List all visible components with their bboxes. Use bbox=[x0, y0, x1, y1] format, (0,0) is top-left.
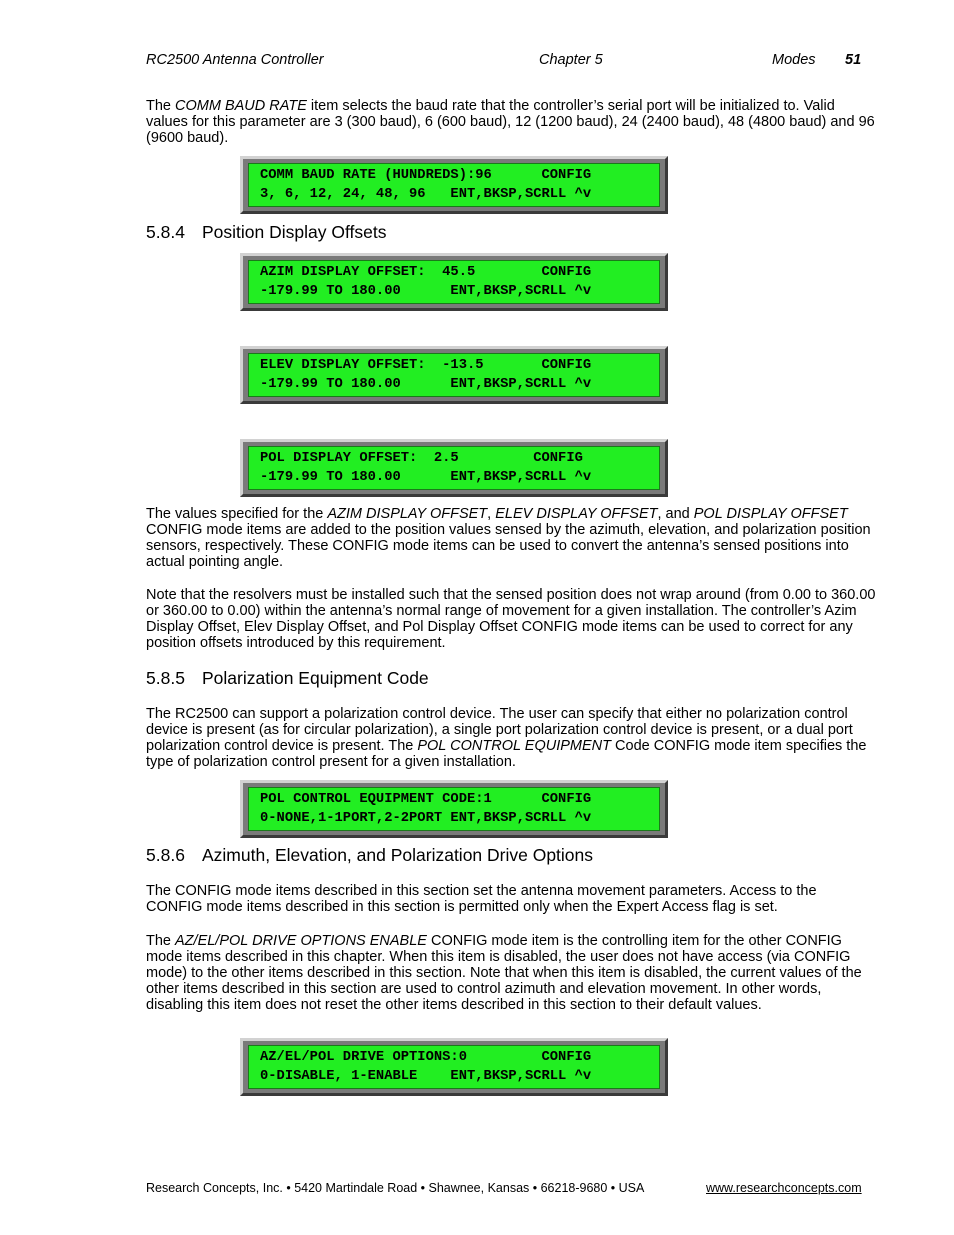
lcd-line-1: AZIM DISPLAY OFFSET: 45.5 CONFIG bbox=[260, 265, 592, 280]
lcd-comm-baud-rate bbox=[240, 156, 668, 214]
lcd-line-2: -179.99 TO 180.00 ENT,BKSP,SCRLL ^v bbox=[260, 377, 592, 392]
lcd-line-2: 0-DISABLE, 1-ENABLE ENT,BKSP,SCRLL ^v bbox=[260, 1069, 592, 1084]
header-title: RC2500 Antenna Controller bbox=[146, 52, 324, 68]
drive-options-paragraph-1: The CONFIG mode items described in this section set the antenna movement parameters. Access to the CONFIG mode items described in this section is permitted only when the Expert Access flag is set. bbox=[146, 883, 817, 915]
lcd-line-1: AZ/EL/POL DRIVE OPTIONS:0 CONFIG bbox=[260, 1050, 592, 1065]
page-number: 51 bbox=[845, 52, 862, 68]
baud-rate-paragraph: The COMM BAUD RATE item selects the baud rate that the controller’s serial port will be initialized to. Valid values for this parameter are 3 (300 baud), 6 (600 baud), 12 (1200 baud), 24 (2400 baud), 48 (4800 baud) and 96 (9600 baud). bbox=[146, 98, 875, 146]
lcd-line-1: COMM BAUD RATE (HUNDREDS):96 CONFIG bbox=[260, 168, 592, 183]
offsets-paragraph: The values specified for the AZIM DISPLAY OFFSET, ELEV DISPLAY OFFSET, and POL DISPLAY OFFSET CONFIG mode items are added to the position values sensed by the azimuth, elevation, and polarization position sensors, respectively. These CONFIG mode items can be used to convert the antenna’s sensed positions into actual pointing angle. bbox=[146, 506, 871, 570]
footer-address: Research Concepts, Inc. • 5420 Martindale Road • Shawnee, Kansas • 66218-9680 • USA bbox=[146, 1181, 645, 1195]
section-heading-5-8-6: 5.8.6 Azimuth, Elevation, and Polarization Drive Options bbox=[146, 845, 594, 865]
resolver-paragraph: Note that the resolvers must be installed such that the sensed position does not wrap around (from 0.00 to 360.00 or 360.00 to 0.00) within the antenna’s normal range of movement for a given installation. The controller’s Azim Display Offset, Elev Display Offset, and Pol Display Offset CONFIG mode items can be used to correct for any position offsets introduced by this requirement. bbox=[146, 587, 876, 651]
lcd-line-2: 3, 6, 12, 24, 48, 96 ENT,BKSP,SCRLL ^v bbox=[260, 187, 592, 202]
header-section: Modes bbox=[772, 52, 816, 68]
lcd-az-el-pol-drive-options bbox=[240, 1038, 668, 1096]
lcd-line-2: -179.99 TO 180.00 ENT,BKSP,SCRLL ^v bbox=[260, 470, 592, 485]
lcd-line-1: POL DISPLAY OFFSET: 2.5 CONFIG bbox=[260, 451, 583, 466]
drive-options-paragraph-2: The AZ/EL/POL DRIVE OPTIONS ENABLE CONFIG mode item is the controlling item for the other CONFIG mode items described in this chapter. When this item is disabled, the user does not have access (via CONFIG mode) to the other items described in this section. Note that when this item is disabled, the current values of the other items described in this section are used to control azimuth and elevation movement. In other words, disabling this item does not reset the other items described in this section to their default values. bbox=[146, 933, 862, 1013]
lcd-line-2: -179.99 TO 180.00 ENT,BKSP,SCRLL ^v bbox=[260, 284, 592, 299]
footer-website-link[interactable]: www.researchconcepts.com bbox=[706, 1181, 862, 1195]
lcd-elev-display-offset bbox=[240, 346, 668, 404]
lcd-line-2: 0-NONE,1-1PORT,2-2PORT ENT,BKSP,SCRLL ^v bbox=[260, 811, 592, 826]
lcd-line-1: POL CONTROL EQUIPMENT CODE:1 CONFIG bbox=[260, 792, 592, 807]
lcd-pol-display-offset bbox=[240, 439, 668, 497]
section-heading-5-8-4: 5.8.4 Position Display Offsets bbox=[146, 222, 387, 242]
lcd-pol-control-equipment bbox=[240, 780, 668, 838]
section-heading-5-8-5: 5.8.5 Polarization Equipment Code bbox=[146, 668, 429, 688]
header-chapter: Chapter 5 bbox=[539, 52, 603, 68]
pol-equipment-paragraph: The RC2500 can support a polarization control device. The user can specify that either no polarization control device is present (as for circular polarization), a single port polarization control device is present, or a dual port polarization control device is present. The POL CONTROL EQUIPMENT Code CONFIG mode item specifies the type of polarization control present for a given installation. bbox=[146, 706, 867, 770]
lcd-azim-display-offset bbox=[240, 253, 668, 311]
lcd-line-1: ELEV DISPLAY OFFSET: -13.5 CONFIG bbox=[260, 358, 592, 373]
